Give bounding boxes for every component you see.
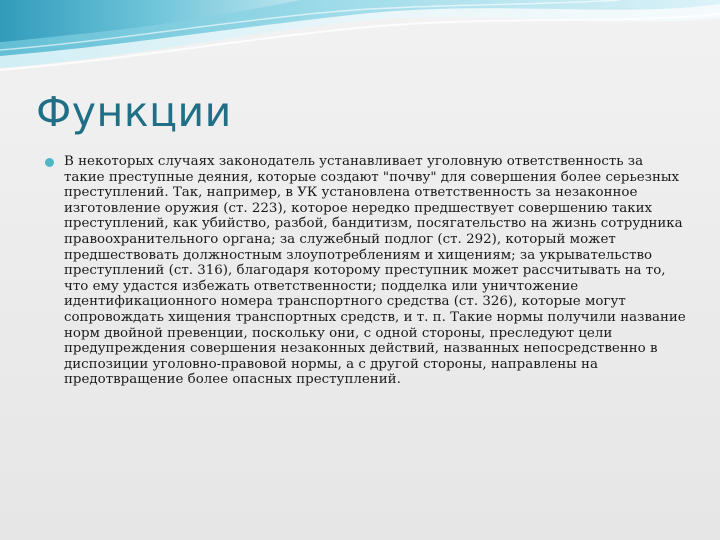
bullet-dot-icon bbox=[45, 158, 54, 167]
bullet-item bbox=[36, 154, 686, 388]
slide-title: Функции bbox=[36, 88, 232, 136]
wave-header-decoration bbox=[0, 0, 720, 80]
slide-content bbox=[36, 154, 686, 388]
bullet-text: В некоторых случаях законодатель устанавливает уголовную ответственность за такие преступные деяния, которые создают "почву" для совершения более серьезных преступлений. Так, например, в УК установлена ответственность за незаконное изготовление оружия (ст. 223), которое нередко предшествует совершению таких преступлений, как убийство, разбой, бандитизм, посягательство на жизнь сотрудника правоохранительного органа; за служебный подлог (ст. 292), который может предшествовать должностным злоупотреблениям и хищениям; за укрывательство преступлений (ст. 316), благодаря которому преступник может рассчитывать на то, что ему удастся избежать ответственности; подделка или уничтожение идентификационного номера транспортного средства (ст. 326), которые могут сопровождать хищения транспортных средств, и т. п. Такие нормы получили название норм двойной превенции, поскольку они, с одной стороны, преследуют цели предупреждения совершения незаконных действий, названных непосредственно в диспозиции уголовно-правовой нормы, а с другой стороны, направлены на предотвращение более опасных преступлений. bbox=[64, 154, 686, 388]
